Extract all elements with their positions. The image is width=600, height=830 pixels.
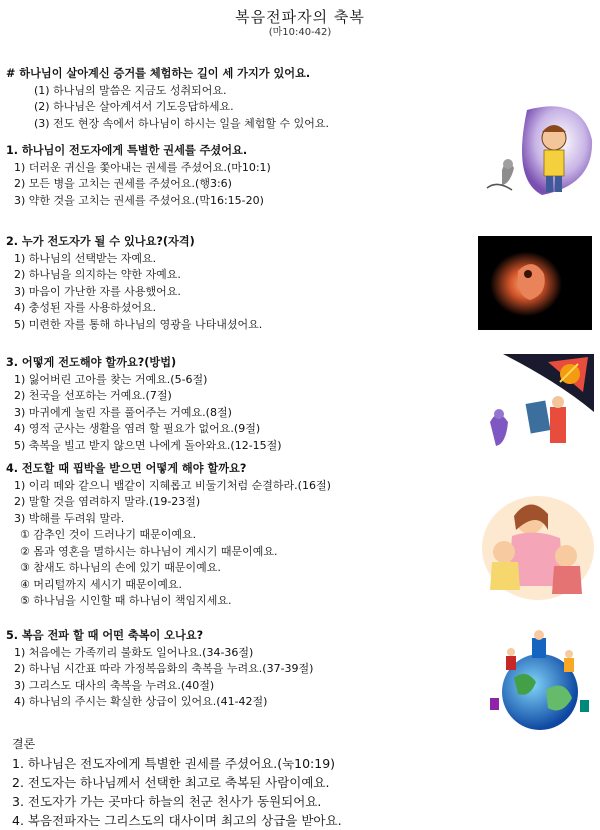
embryo-photo: [478, 236, 592, 330]
section-2: [6, 234, 262, 333]
conclusion-item: 4. 복음전파자는 그리스도의 대사이며 최고의 상급을 받아요.: [12, 813, 342, 828]
list-item: 4) 충성된 자를 사용하셨어요.: [14, 301, 157, 314]
page-title: 복음전파자의 축복: [235, 8, 365, 26]
list-item: 1) 처음에는 가족끼리 불화도 일어나요.(34-36절): [14, 645, 254, 659]
sub-item: ① 감추인 것이 드러나기 때문이예요.: [20, 528, 197, 541]
section-heading: 4. 전도할 때 핍박을 받으면 어떻게 해야 할까요?: [6, 462, 247, 475]
section-heading: 3. 어떻게 전도해야 할까요?(방법): [6, 356, 177, 369]
list-item: 1) 하나님의 선택받는 자예요.: [14, 251, 157, 265]
intro-block: [6, 66, 329, 132]
globe-with-people-illustration: [484, 628, 596, 732]
section-1: [6, 143, 271, 209]
list-item: 4) 영적 군사는 생활을 염려 할 필요가 없어요.(9절): [14, 422, 261, 435]
section-heading: 5. 복음 전파 할 때 어떤 축복이 오나요?: [6, 629, 204, 642]
sub-item: ④ 머리털까지 세시기 때문이예요.: [20, 577, 182, 591]
list-item: 2) 하나님 시간표 따라 가정복음화의 축복을 누려요.(37-39절): [14, 662, 314, 675]
list-item: 1) 이리 떼와 같으니 뱀같이 지혜롭고 비둘기처럼 순결하라.(16절): [14, 478, 331, 492]
list-item: 2) 하나님을 의지하는 약한 자예요.: [14, 268, 181, 281]
sub-item: ③ 참새도 하나님의 손에 있기 때문이예요.: [20, 561, 221, 574]
conclusion: [6, 734, 342, 830]
list-item: 5) 미련한 자를 통해 하나님의 영광을 나타내셨어요.: [14, 317, 263, 331]
list-item: 3) 마귀에게 눌린 자를 풀어주는 거예요.(8절): [14, 405, 232, 419]
conclusion-item: 1. 하나님은 전도자에게 특별한 권세를 주셨어요.(눅10:19): [12, 756, 336, 771]
page-subtitle: (마10:40-42): [268, 27, 332, 38]
mother-and-children-illustration: [478, 490, 594, 602]
conclusion-item: 2. 전도자는 하나님께서 선택한 최고로 축복된 사람이예요.: [12, 775, 330, 790]
boy-with-pets-illustration: [482, 100, 594, 200]
list-item: 4) 하나님의 주시는 확실한 상급이 있어요.(41-42절): [14, 695, 268, 708]
spiritual-battle-illustration: [488, 352, 594, 452]
conclusion-title: 결론: [12, 737, 36, 751]
list-item: 2) 모든 병을 고치는 권세를 주셨어요.(행3:6): [14, 177, 232, 190]
section-5: [6, 628, 313, 711]
list-item: 1) 잃어버린 고아를 찾는 거예요.(5-6절): [14, 372, 208, 386]
sub-item: ② 몸과 영혼을 멸하시는 하나님이 계시기 때문이예요.: [20, 544, 278, 558]
sub-item: ⑤ 하나님을 시인할 때 하나님이 책임지세요.: [20, 594, 232, 607]
conclusion-item: 3. 전도자가 가는 곳마다 하늘의 천군 천사가 동원되어요.: [12, 794, 322, 809]
list-item: 2) 천국을 선포하는 거예요.(7절): [14, 389, 172, 402]
intro-item: (3) 전도 현장 속에서 하나님이 하시는 일을 체험할 수 있어요.: [34, 116, 329, 130]
list-item: 3) 마음이 가난한 자를 사용했어요.: [14, 284, 181, 298]
list-item: 3) 약한 것을 고치는 권세를 주셨어요.(막16:15-20): [14, 193, 264, 207]
list-item: 5) 축복을 빌고 받지 않으면 나에게 돌아와요.(12-15절): [14, 438, 282, 452]
list-item: 3) 박해를 두려워 말라.: [14, 511, 125, 525]
section-3: [6, 355, 282, 454]
intro-heading: # 하나님이 살아계신 증거를 체험하는 길이 세 가지가 있어요.: [6, 67, 311, 80]
section-heading: 2. 누가 전도자가 될 수 있나요?(자격): [6, 235, 195, 248]
list-item: 2) 말할 것을 염려하지 말라.(19-23절): [14, 495, 201, 508]
list-item: 3) 그리스도 대사의 축복을 누려요.(40절): [14, 678, 215, 692]
list-item: 1) 더러운 귀신을 쫓아내는 권세를 주셨어요.(마10:1): [14, 160, 271, 174]
intro-item: (1) 하나님의 말씀은 지금도 성취되어요.: [34, 83, 227, 97]
section-heading: 1. 하나님이 전도자에게 특별한 권세를 주셨어요.: [6, 144, 248, 157]
intro-item: (2) 하나님은 살아계셔서 기도응답하세요.: [34, 100, 234, 113]
section-4: [6, 461, 331, 610]
